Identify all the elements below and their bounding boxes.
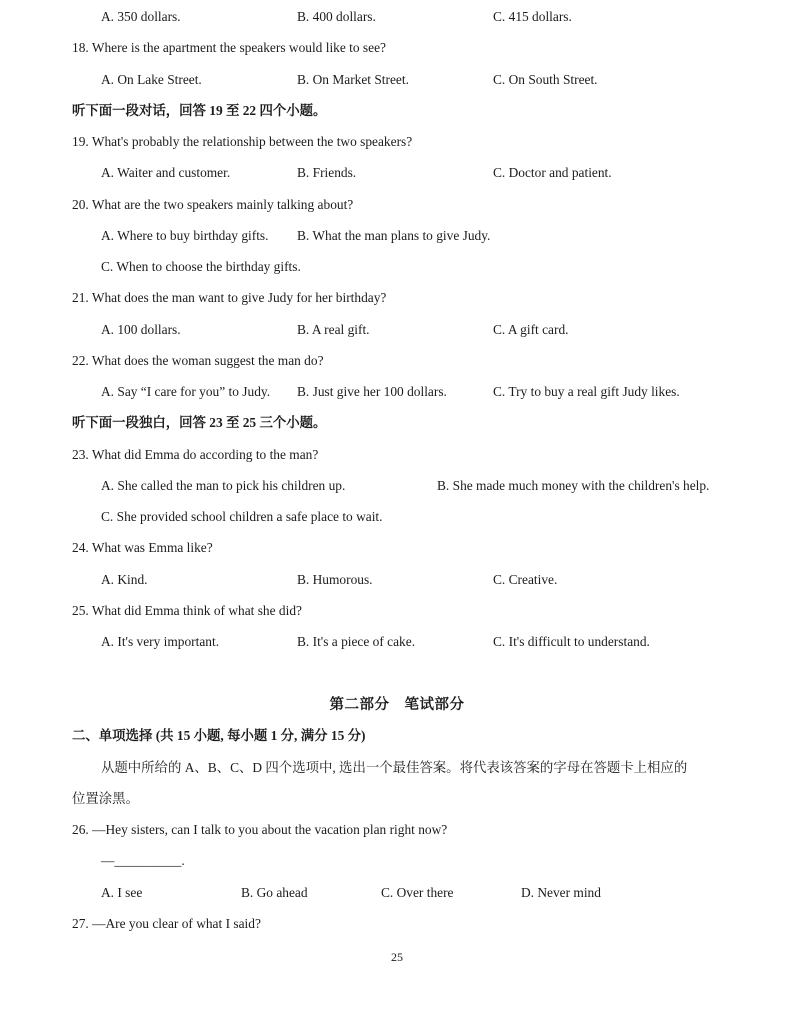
- q21-option-b: B. A real gift.: [297, 322, 370, 337]
- q20-question: 20. What are the two speakers mainly talking about?: [72, 197, 354, 212]
- section-19-22-heading: 听下面一段对话，回答 19 至 22 四个小题。: [72, 103, 327, 118]
- q22-question: 22. What does the woman suggest the man do?: [72, 353, 324, 368]
- q23-option-a: A. She called the man to pick his children up.: [101, 478, 346, 493]
- q26-question: 26. —Hey sisters, can I talk to you about the vacation plan right now?: [72, 822, 448, 837]
- q18-option-a: A. On Lake Street.: [101, 72, 202, 87]
- instructions-line-2: 位置涂黑。: [72, 791, 139, 806]
- section-23-25-heading: 听下面一段独白，回答 23 至 25 三个小题。: [72, 415, 327, 430]
- q18-question: 18. Where is the apartment the speakers would like to see?: [72, 40, 386, 55]
- q24-question: 24. What was Emma like?: [72, 540, 213, 555]
- q19-option-a: A. Waiter and customer.: [101, 165, 231, 180]
- q23-option-c: C. She provided school children a safe place to wait.: [101, 509, 383, 524]
- q17-option-c: C. 415 dollars.: [493, 9, 572, 24]
- q21-option-c: C. A gift card.: [493, 322, 569, 337]
- q25-option-a: A. It's very important.: [101, 634, 220, 649]
- q18-option-c: C. On South Street.: [493, 72, 598, 87]
- q19-question: 19. What's probably the relationship between the two speakers?: [72, 134, 413, 149]
- q20-option-a: A. Where to buy birthday gifts.: [101, 228, 269, 243]
- q23-option-b: B. She made much money with the children's help.: [437, 478, 710, 493]
- q26-option-a: A. I see: [101, 885, 143, 900]
- q26-option-b: B. Go ahead: [241, 885, 308, 900]
- q25-option-b: B. It's a piece of cake.: [297, 634, 416, 649]
- q26-answer-blank: —__________.: [101, 853, 185, 868]
- q19-option-c: C. Doctor and patient.: [493, 165, 612, 180]
- q20-option-c: C. When to choose the birthday gifts.: [101, 259, 301, 274]
- q22-option-b: B. Just give her 100 dollars.: [297, 384, 447, 399]
- q26-option-c: C. Over there: [381, 885, 454, 900]
- q17-option-a: A. 350 dollars.: [101, 9, 181, 24]
- q22-option-c: C. Try to buy a real gift Judy likes.: [493, 384, 680, 399]
- q24-option-b: B. Humorous.: [297, 572, 373, 587]
- page-number: 25: [391, 950, 403, 964]
- q24-option-a: A. Kind.: [101, 572, 148, 587]
- q24-option-c: C. Creative.: [493, 572, 558, 587]
- q26-option-d: D. Never mind: [521, 885, 601, 900]
- q23-question: 23. What did Emma do according to the man?: [72, 447, 319, 462]
- q25-option-c: C. It's difficult to understand.: [493, 634, 650, 649]
- q25-question: 25. What did Emma think of what she did?: [72, 603, 302, 618]
- q20-option-b: B. What the man plans to give Judy.: [297, 228, 491, 243]
- q22-option-a: A. Say “I care for you” to Judy.: [101, 384, 271, 399]
- q19-option-b: B. Friends.: [297, 165, 357, 180]
- q21-option-a: A. 100 dollars.: [101, 322, 181, 337]
- section2-heading: 二、单项选择 (共 15 小题, 每小题 1 分, 满分 15 分): [72, 728, 366, 743]
- q17-option-b: B. 400 dollars.: [297, 9, 376, 24]
- q27-question: 27. —Are you clear of what I said?: [72, 916, 261, 931]
- q18-option-b: B. On Market Street.: [297, 72, 409, 87]
- q21-question: 21. What does the man want to give Judy for her birthday?: [72, 290, 387, 305]
- part2-title: 第二部分 笔试部分: [329, 697, 465, 713]
- instructions-line-1: 从题中所给的 A、B、C、D 四个选项中, 选出一个最佳答案。将代表该答案的字母在答题卡上相应的: [101, 760, 688, 775]
